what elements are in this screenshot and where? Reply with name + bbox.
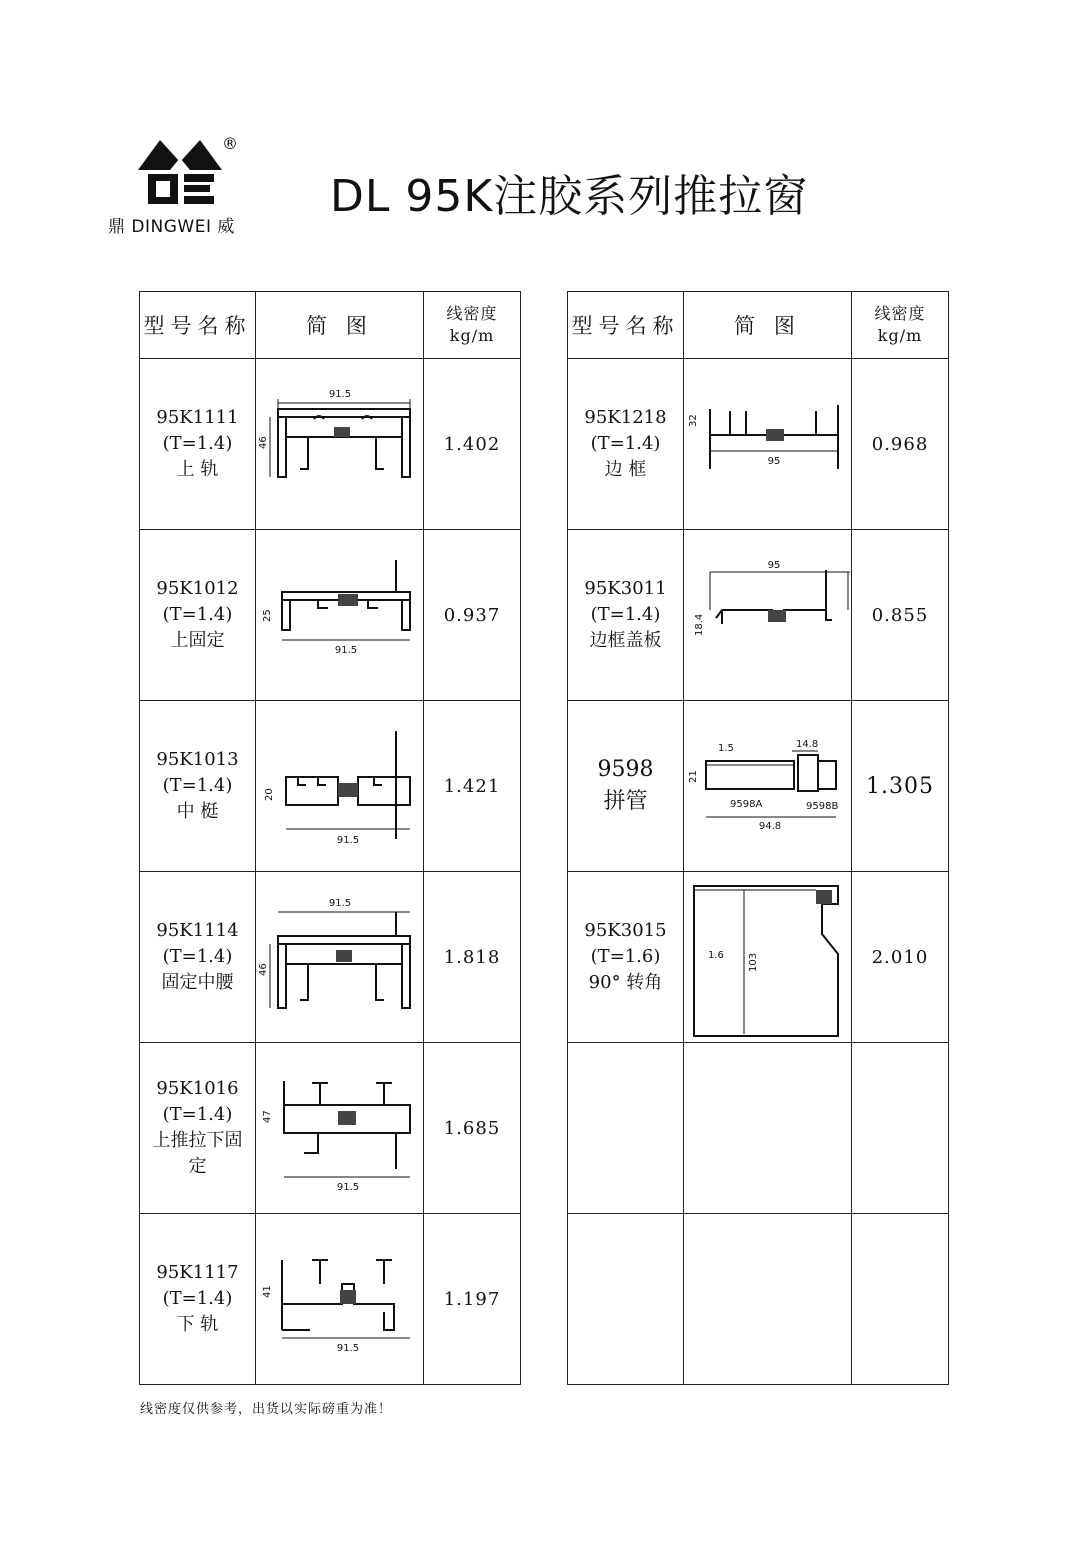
- density-value: 1.818: [424, 872, 521, 1043]
- profile-diagram: [256, 701, 424, 872]
- density-value: 1.421: [424, 701, 521, 872]
- profile-drawing: [258, 379, 422, 509]
- dimension-label: 32: [687, 414, 699, 427]
- dimension-label: 25: [261, 609, 273, 622]
- profile-drawing: [258, 721, 422, 851]
- profile-name: 95K1117 (T=1.4) 下 轨: [140, 1214, 256, 1385]
- profile-drawing: [258, 550, 422, 680]
- density-value: 1.197: [424, 1214, 521, 1385]
- dimension-label: 21: [687, 770, 699, 783]
- header-density: 线密度 kg/m: [852, 292, 949, 359]
- density-value: 0.855: [852, 530, 949, 701]
- dimension-label: 14.8: [795, 739, 818, 750]
- profile-name: 95K1012 (T=1.4) 上固定: [140, 530, 256, 701]
- table-row: [568, 530, 949, 701]
- header-diagram: 简 图: [684, 292, 852, 359]
- dimension-label: 91.5: [334, 645, 357, 656]
- left-spec-table: [139, 291, 521, 1385]
- profile-diagram: [684, 701, 852, 872]
- density-value: 1.402: [424, 359, 521, 530]
- density-value: 2.010: [852, 872, 949, 1043]
- page-title: DL 95K注胶系列推拉窗: [330, 171, 809, 222]
- table-row: [140, 530, 521, 701]
- profile-diagram: [256, 1043, 424, 1214]
- profile-diagram: [684, 872, 852, 1043]
- dimension-label: 46: [257, 963, 269, 976]
- density-value: 1.305: [852, 701, 949, 872]
- profile-drawing: [686, 379, 850, 509]
- table-row: [140, 872, 521, 1043]
- profile-diagram: [256, 530, 424, 701]
- profile-drawing: [258, 1063, 422, 1193]
- profile-name: 95K3015 (T=1.6) 90° 转角: [568, 872, 684, 1043]
- profile-drawing: [258, 892, 422, 1022]
- profile-name: 95K1114 (T=1.4) 固定中腰: [140, 872, 256, 1043]
- profile-name: 95K1111 (T=1.4) 上 轨: [140, 359, 256, 530]
- table-row: [140, 1214, 521, 1385]
- profile-diagram: [684, 359, 852, 530]
- footnote: 线密度仅供参考，出货以实际磅重为准！: [140, 1402, 393, 1417]
- dimension-label: 1.5: [717, 743, 734, 754]
- dimension-label: 94.8: [758, 821, 781, 832]
- table-row: [568, 872, 949, 1043]
- profile-diagram: [256, 1214, 424, 1385]
- profile-drawing: [258, 1234, 422, 1364]
- profile-diagram: [256, 872, 424, 1043]
- density-value: 0.937: [424, 530, 521, 701]
- dimension-label: 41: [261, 1285, 273, 1298]
- header-density: 线密度 kg/m: [424, 292, 521, 359]
- dimension-label: 95: [767, 456, 780, 467]
- profile-diagram: [256, 359, 424, 530]
- table-header: [140, 292, 521, 359]
- dimension-label: 95: [767, 560, 780, 571]
- dimension-label: 1.6: [707, 950, 724, 961]
- dimension-label: 91.5: [328, 389, 351, 400]
- table-header: [568, 292, 949, 359]
- profile-name: 9598 拼管: [568, 701, 684, 872]
- registered-mark: ®: [222, 134, 238, 153]
- profile-name: 95K3011 (T=1.4) 边框盖板: [568, 530, 684, 701]
- header-name: 型号名称: [140, 292, 256, 359]
- density-value: 0.968: [852, 359, 949, 530]
- profile-drawing: [686, 550, 850, 680]
- dimension-label: 91.5: [336, 1182, 359, 1193]
- profile-drawing: [686, 876, 850, 1038]
- dimension-label: 103: [747, 952, 759, 972]
- profile-name: 95K1016 (T=1.4) 上推拉下固 定: [140, 1043, 256, 1214]
- table-row: [568, 359, 949, 530]
- brand-name: 鼎 DINGWEI 威: [108, 217, 235, 237]
- dimension-label: 91.5: [328, 898, 351, 909]
- density-value: 1.685: [424, 1043, 521, 1214]
- table-row-empty: [568, 1214, 949, 1385]
- profile-diagram: [684, 530, 852, 701]
- table-row: [140, 1043, 521, 1214]
- right-spec-table: [567, 291, 949, 1385]
- dimension-label: 47: [261, 1110, 273, 1123]
- table-row-empty: [568, 1043, 949, 1214]
- dimension-label: 91.5: [336, 835, 359, 846]
- header-diagram: 简 图: [256, 292, 424, 359]
- profile-name: 95K1013 (T=1.4) 中 梃: [140, 701, 256, 872]
- dimension-label: 9598B: [805, 801, 838, 812]
- profile-drawing: [686, 721, 850, 851]
- header-name: 型号名称: [568, 292, 684, 359]
- profile-name: 95K1218 (T=1.4) 边 框: [568, 359, 684, 530]
- dimension-label: 9598A: [729, 799, 762, 810]
- table-row: [140, 359, 521, 530]
- dimension-label: 20: [263, 788, 275, 801]
- dimension-label: 91.5: [336, 1343, 359, 1354]
- dimension-label: 46: [257, 436, 269, 449]
- table-row: [568, 701, 949, 872]
- dimension-label: 18.4: [693, 613, 705, 636]
- table-row: [140, 701, 521, 872]
